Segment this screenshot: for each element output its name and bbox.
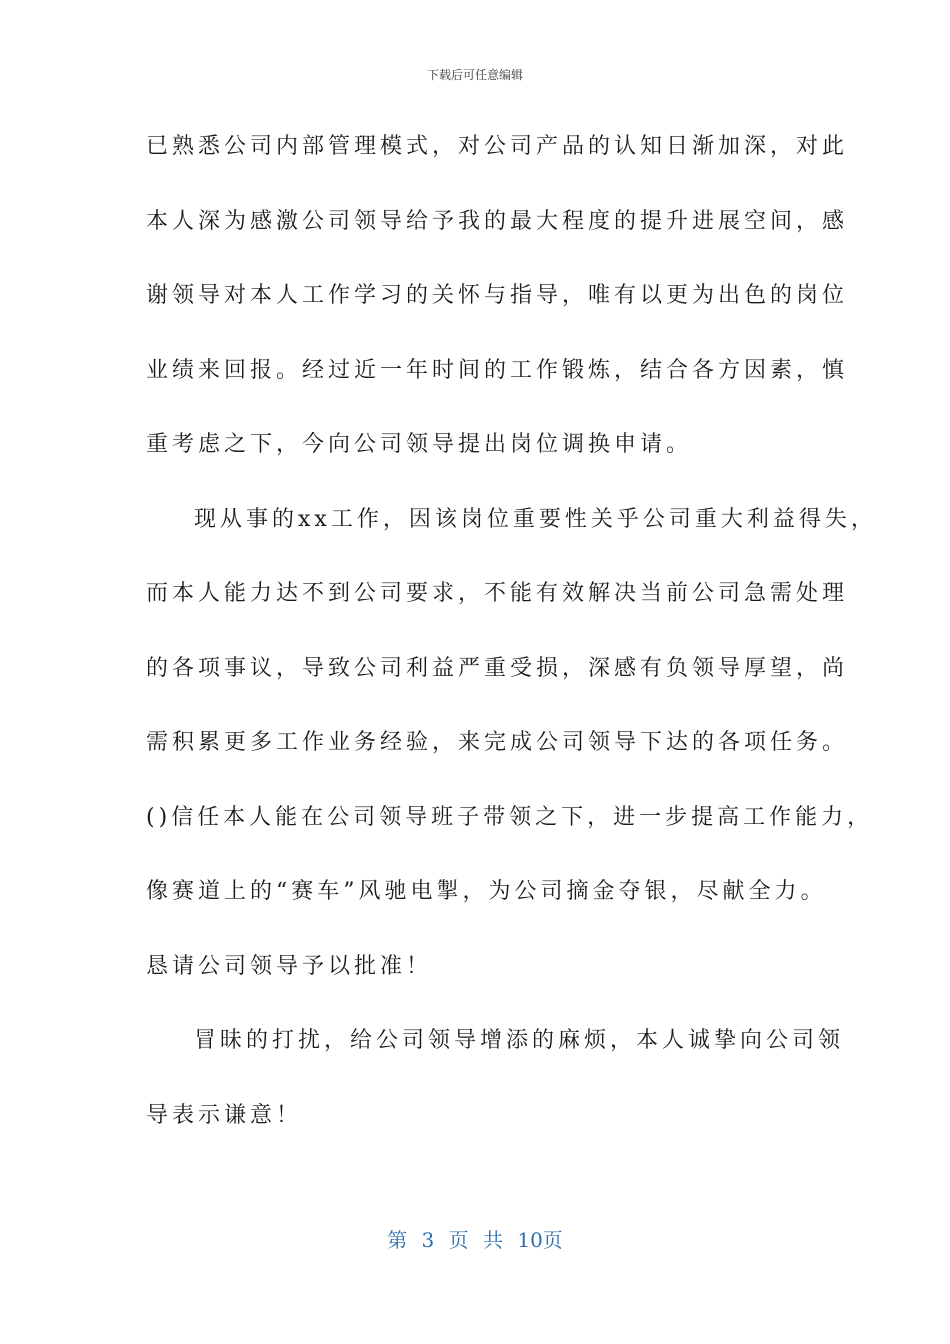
text-line: 的各项事议，导致公司利益严重受损，深感有负领导厚望，尚 — [146, 655, 849, 681]
text-line: 已熟悉公司内部管理模式，对公司产品的认知日渐加深，对此 — [146, 134, 849, 159]
page-number-footer: 第 3 页 共 10页 — [387, 1228, 563, 1252]
text-line: ()信任本人能在公司领导班子带领之下，进一步提高工作能力， — [146, 804, 874, 830]
text-line: 业绩来回报。经过近一年时间的工作锻炼，结合各方因素，慎 — [146, 357, 849, 383]
document-body — [146, 121, 877, 1164]
text-line: 像赛道上的“赛车”风驰电掣，为公司摘金夺银，尽献全力。 — [146, 879, 827, 904]
text-line: 谢领导对本人工作学习的关怀与指导，唯有以更为出色的岗位 — [146, 283, 849, 308]
text-line: 恳请公司领导予以批准！ — [146, 953, 433, 979]
paragraph-start-line: 冒昧的打扰，给公司领导增添的麻烦，本人诚挚向公司领 — [194, 1028, 845, 1053]
text-line: 需积累更多工作业务经验，来完成公司领导下达的各项任务。 — [146, 730, 849, 755]
text-line: 本人深为感激公司领导给予我的最大程度的提升进展空间，感 — [146, 208, 849, 234]
text-line: 导表示谦意！ — [146, 1102, 303, 1128]
paragraph-start-line: 现从事的xx工作，因该岗位重要性关乎公司重大利益得失， — [194, 506, 877, 532]
text-line: 重考虑之下，今向公司领导提出岗位调换申请。 — [146, 432, 693, 457]
text-line: 而本人能力达不到公司要求，不能有效解决当前公司急需处理 — [146, 581, 849, 606]
page-header: 下载后可任意编辑 — [426, 68, 523, 82]
